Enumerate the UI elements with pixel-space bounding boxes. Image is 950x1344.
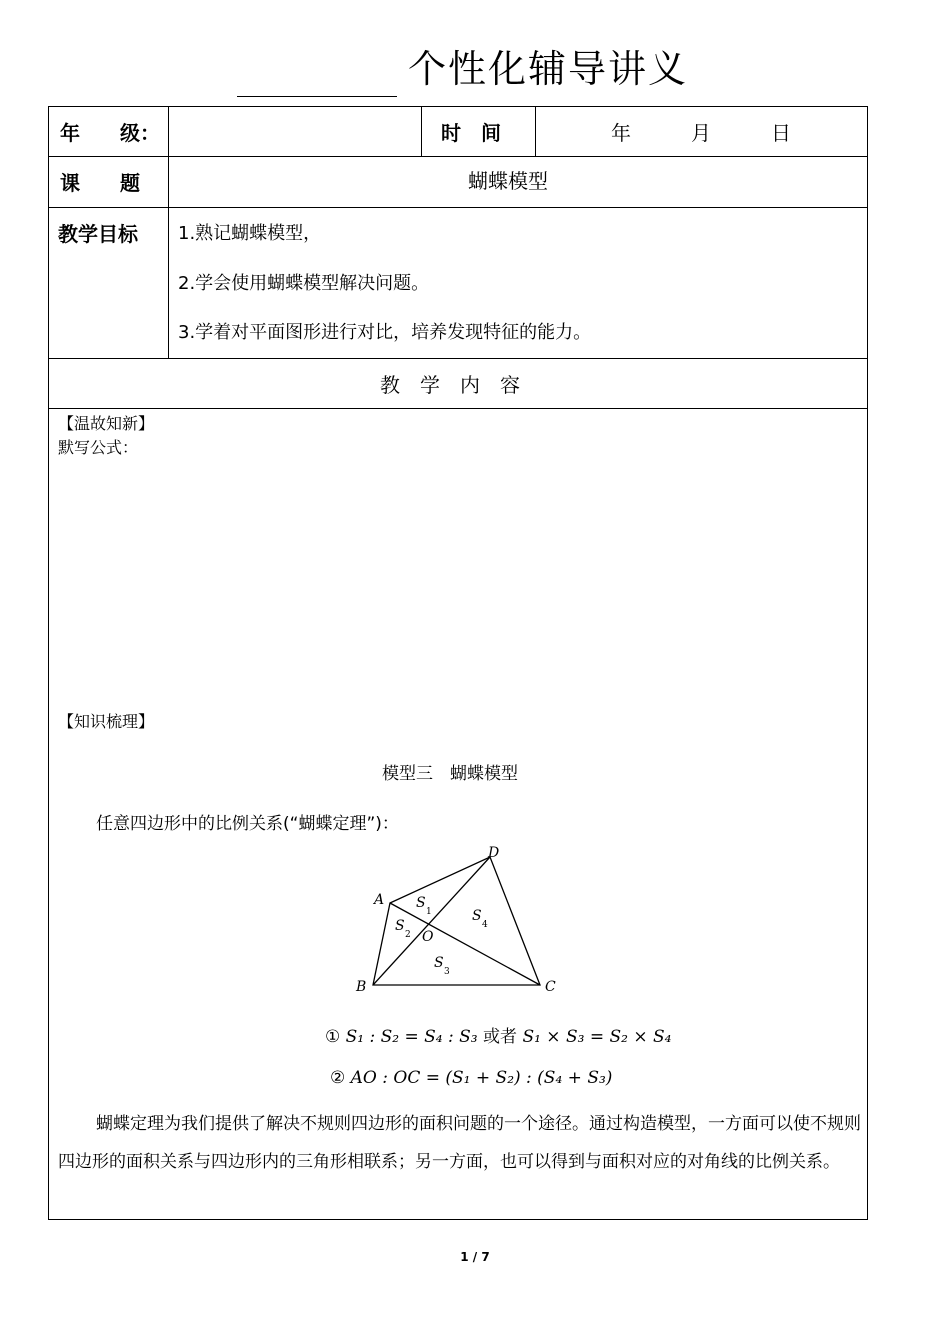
- formula-two-expr: AO : OC = (S₁ + S₂) : (S₄ + S₃): [350, 1068, 613, 1088]
- area-sub-2: 2: [405, 930, 411, 940]
- grade-value[interactable]: [180, 119, 415, 145]
- row-divider-4: [48, 408, 868, 409]
- grade-label: 年 级：: [60, 121, 160, 145]
- review-prompt: 默写公式：: [58, 438, 139, 457]
- review-heading: 【温故知新】: [58, 414, 155, 433]
- row-divider-3: [48, 358, 868, 359]
- content-header: 教 学 内 容: [380, 373, 520, 397]
- area-sub-3: 3: [444, 967, 450, 977]
- area-sub-1: 1: [426, 907, 432, 917]
- goal-item: 2.学会使用蝴蝶模型解决问题。: [178, 273, 430, 294]
- formula-one-lhs: S₁ : S₂ = S₄ : S₃: [345, 1027, 478, 1047]
- vertex-label-c: C: [545, 979, 556, 995]
- formula-one: [325, 1022, 671, 1047]
- name-underline: [237, 96, 397, 97]
- center-label-o: O: [422, 929, 434, 945]
- time-label: 时 间: [441, 121, 501, 145]
- area-sub-4: 4: [482, 920, 488, 930]
- row-divider-1: [48, 156, 868, 157]
- formula-one-rhs: S₁ × S₃ = S₂ × S₄: [522, 1027, 672, 1047]
- intro-text: 任意四边形中的比例关系(“蝴蝶定理”)：: [96, 814, 399, 834]
- area-label-s4: S: [472, 908, 482, 924]
- topic-label: 课 题: [60, 171, 140, 195]
- diagonal-ac: [390, 903, 540, 985]
- row-divider-2: [48, 207, 868, 208]
- butterfly-figure: [340, 840, 580, 1005]
- vertex-label-a: A: [374, 892, 385, 908]
- knowledge-heading: 【知识梳理】: [58, 712, 155, 731]
- formula-one-connector: 或者: [483, 1027, 518, 1047]
- vertex-label-d: D: [488, 845, 500, 861]
- page-number: 1 / 7: [460, 1250, 490, 1264]
- col-divider-label: [168, 106, 169, 358]
- lesson-table: [48, 106, 868, 1220]
- formula-two-marker: ②: [330, 1068, 346, 1088]
- area-label-s2: S: [395, 918, 405, 934]
- date-field[interactable]: 年 月 日: [611, 121, 791, 145]
- area-label-s1: S: [416, 895, 426, 911]
- document-title: 个性化辅导讲义: [408, 47, 689, 91]
- formula-two: [330, 1068, 612, 1088]
- goal-item: 3.学着对平面图形进行对比，培养发现特征的能力。: [178, 322, 592, 343]
- model-title: 模型三 蝴蝶模型: [382, 764, 518, 784]
- goals-label: 教学目标: [58, 222, 138, 246]
- topic-value: 蝴蝶模型: [468, 169, 548, 193]
- explanation-paragraph: 蝴蝶定理为我们提供了解决不规则四边形的面积问题的一个途径。通过构造模型，一方面可以使不规则四边形的面积关系与四边形内的三角形相联系；另一方面，也可以得到与面积对应的对角线的比例关系。: [58, 1114, 861, 1172]
- goal-item: 1.熟记蝴蝶模型，: [178, 223, 322, 244]
- col-divider-time-left: [421, 106, 422, 156]
- vertex-label-b: B: [356, 979, 367, 995]
- formula-one-marker: ①: [325, 1027, 341, 1047]
- area-label-s3: S: [434, 955, 444, 971]
- col-divider-time-right: [535, 106, 536, 156]
